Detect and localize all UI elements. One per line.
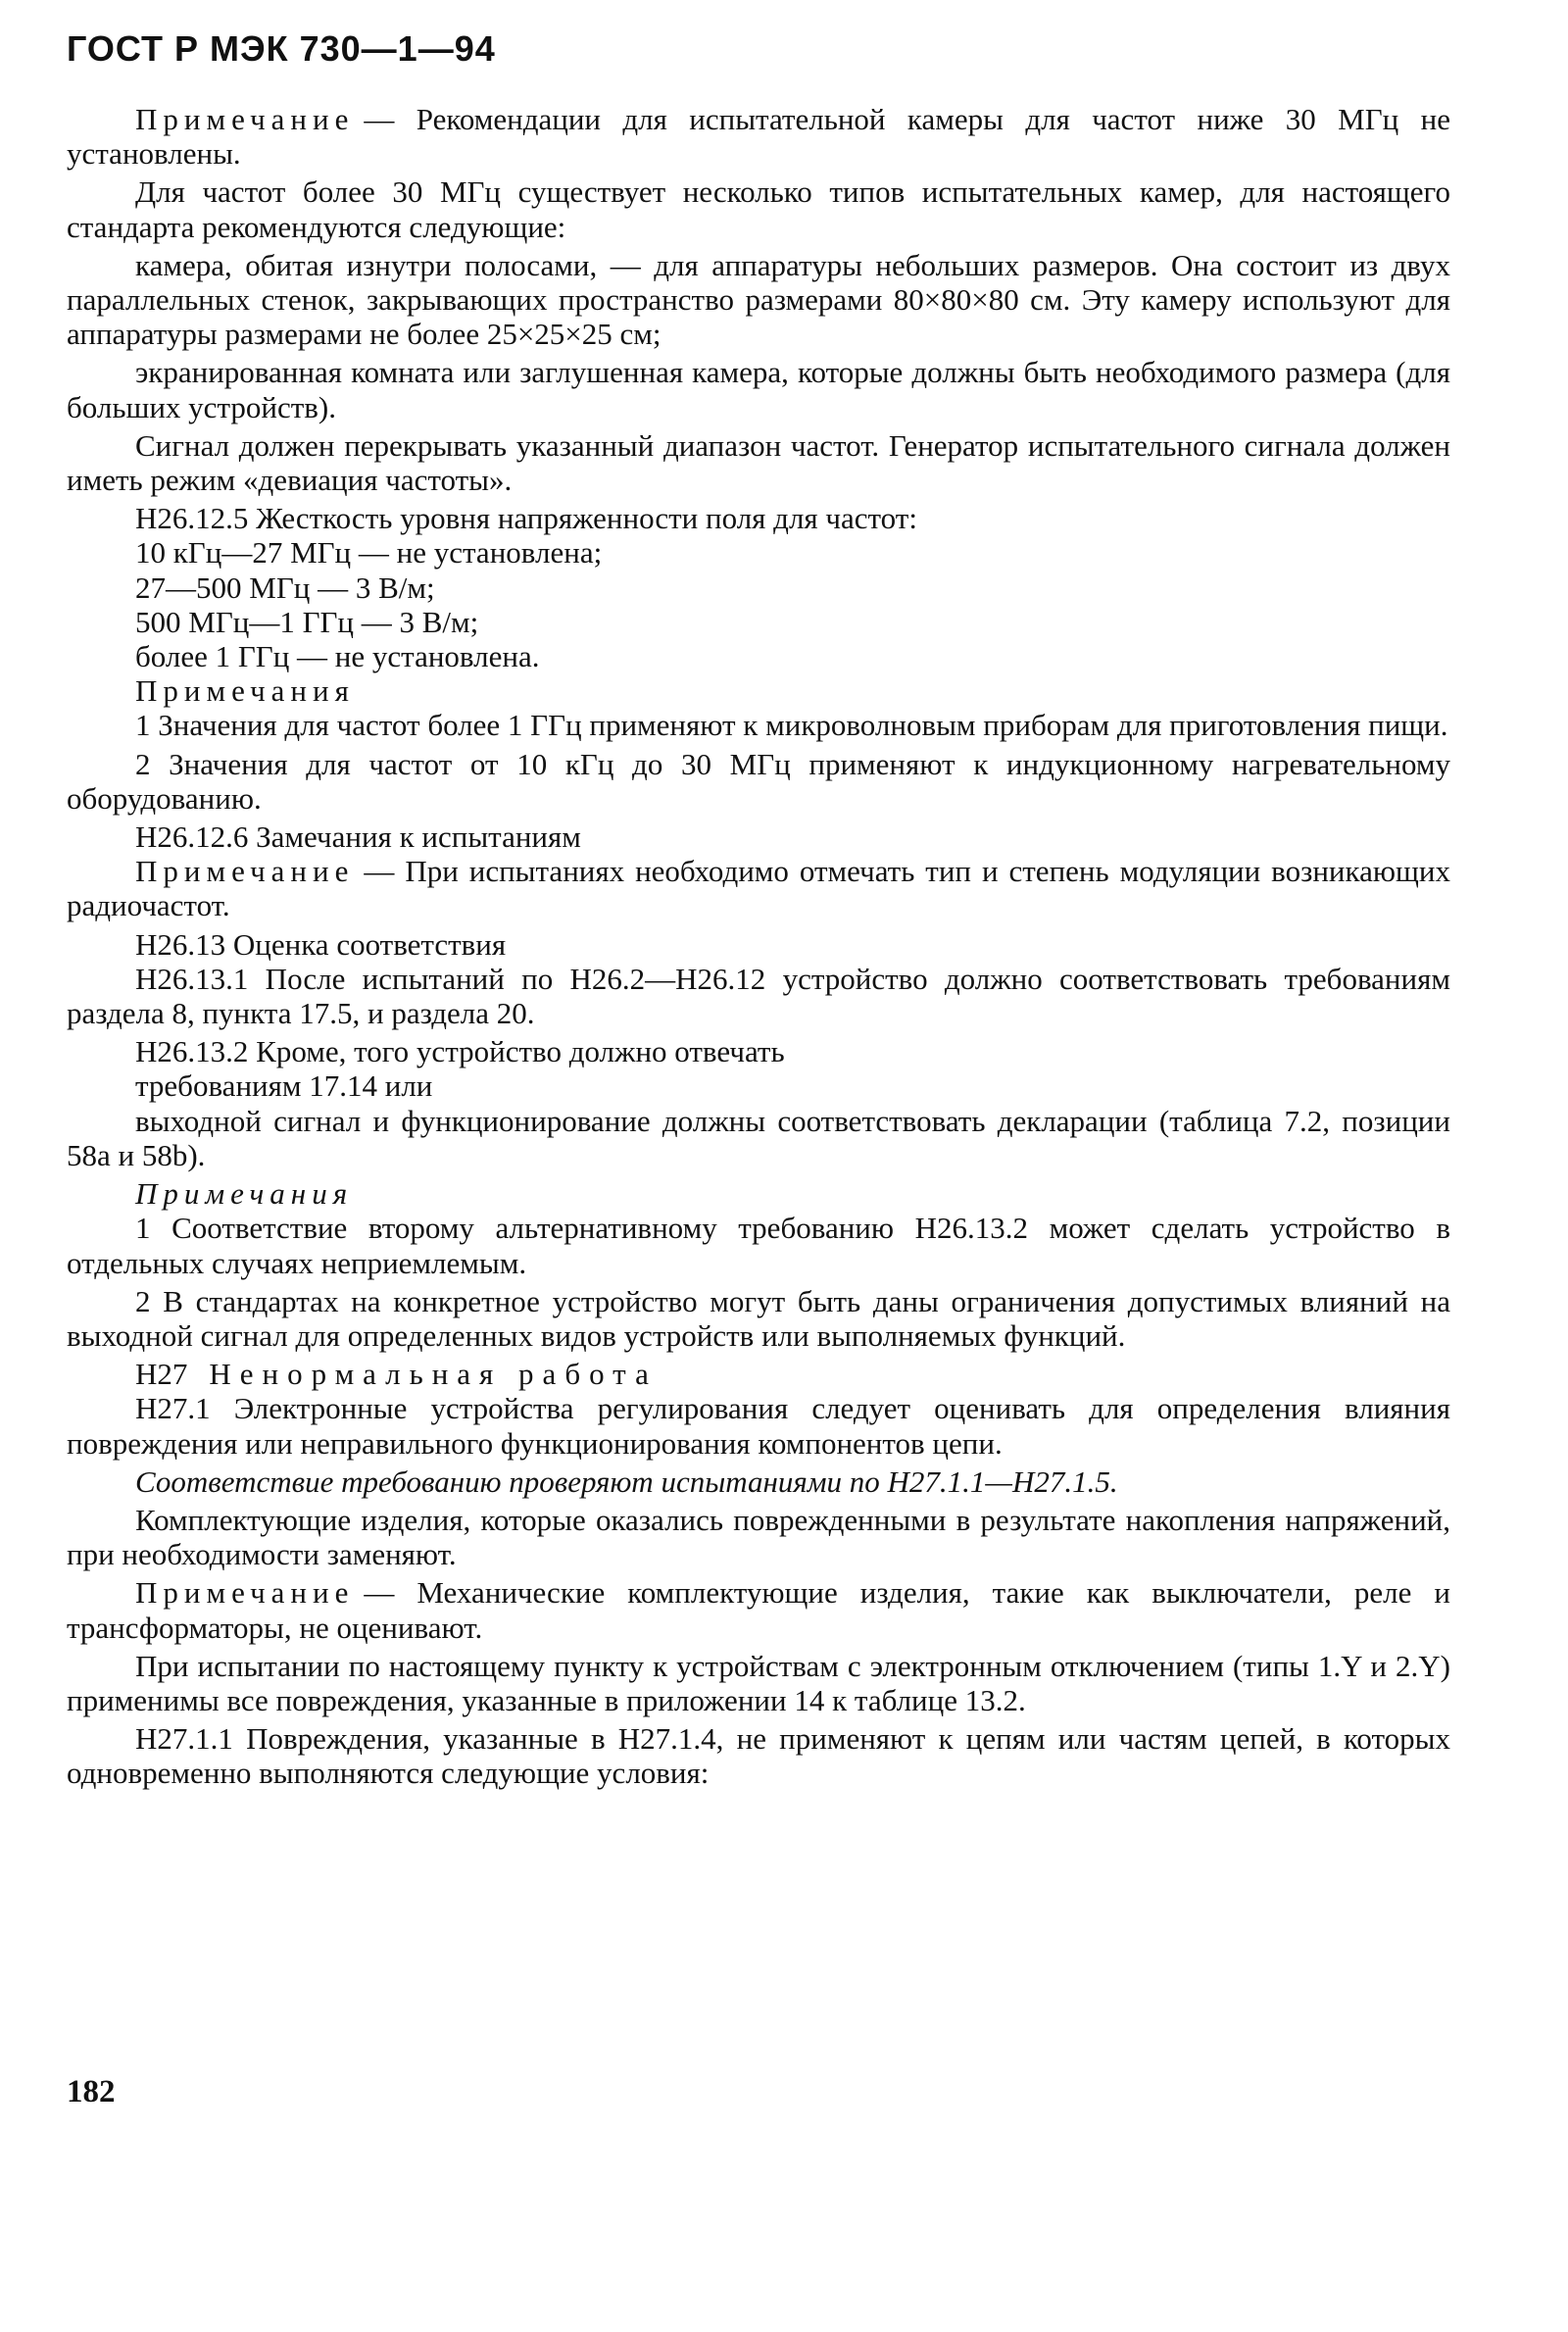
paragraph [67,248,1450,352]
notes-label: Примечания [135,673,355,709]
paragraph-text: Н27.1.1 Повреждения, указанные в Н27.1.4, не применяют к цепям или частям цепей, в которых одновременно выполняются следующие условия: [67,1721,1450,1791]
paragraph-text: 2 В стандартах на конкретное устройство могут быть даны ограничения допустимых влияний на выходной сигнал для определенных видов устройств или выполняемых функций. [67,1283,1450,1353]
note-label: Примечание [135,1575,355,1611]
paragraph-text: Сигнал должен перекрывать указанный диапазон частот. Генератор испытательного сигнала должен иметь режим «девиация частоты». [67,427,1450,498]
paragraph [67,355,1450,423]
note-paragraph [67,102,1450,171]
paragraph-text: Н27.1 Электронные устройства регулирования следует оценивать для определения влияния повреждения или неправильного функционирования компонентов цепи. [67,1391,1450,1461]
paragraph-text: Для частот более 30 МГц существует несколько типов испытательных камер, для настоящего стандарта рекомендуются следующие: [67,174,1450,244]
note-paragraph [67,1575,1450,1644]
paragraph [67,1721,1450,1790]
paragraph-text: — Механические комплектующие изделия, такие как выключатели, реле и трансформаторы, не оценивают. [67,1575,1450,1645]
document-body [67,102,1450,1791]
text-line: 500 МГц—1 ГГц — 3 В/м; [135,604,479,639]
paragraph [67,428,1450,497]
paragraph [67,1211,1450,1279]
paragraph [67,1464,1450,1499]
text-line: Н26.13.2 Кроме, того устройство должно отвечать [135,1034,785,1069]
notes-label: Примечания [135,1176,354,1212]
paragraph [67,962,1450,1030]
section-number: Н27 [135,1357,188,1392]
text-line: Н26.12.5 Жесткость уровня напряженности поля для частот: [135,501,917,536]
note-label: Примечание [135,854,355,889]
paragraph-text: камера, обитая изнутри полосами, — для аппаратуры небольших размеров. Она состоит из двух параллельных стенок, закрывающих пространство размерами 80×80×80 см. Эту камеру используют для аппаратуры размерами не более 25×25×25 см; [67,247,1450,352]
note-label: Примечание [135,102,355,136]
page-number: 182 [67,2074,116,2109]
paragraph [67,1391,1450,1460]
section-title: Ненормальная работа [209,1357,658,1392]
paragraph [67,747,1450,816]
text-line: более 1 ГГц — не установлена. [135,639,540,674]
paragraph [67,1284,1450,1353]
paragraph-text: Соответствие требованию проверяют испытаниями по Н27.1.1—Н27.1.5. [135,1464,1118,1499]
paragraph-text: — При испытаниях необходимо отмечать тип и степень модуляции возникающих радиочастот. [67,854,1450,923]
text-line: 10 кГц—27 МГц — не установлена; [135,535,603,571]
paragraph-text: Комплектующие изделия, которые оказались поврежденными в результате накопления напряжений, при необходимости заменяют. [67,1502,1450,1572]
text-line: 27—500 МГц — 3 В/м; [135,570,435,605]
section-heading [67,1357,1450,1391]
text-line: требованиям 17.14 или [135,1068,433,1104]
paragraph [67,708,1450,742]
note-paragraph [67,854,1450,922]
paragraph-text: 2 Значения для частот от 10 кГц до 30 МГц применяют к индукционному нагревательному оборудованию. [67,746,1450,816]
paragraph [67,174,1450,243]
paragraph-text: При испытании по настоящему пункту к устройствам с электронным отключением (типы 1.Y и 2.Y) применимы все повреждения, указанные в приложении 14 к таблице 13.2. [67,1648,1450,1717]
text-line: Н26.13 Оценка соответствия [135,926,507,962]
paragraph [67,1649,1450,1717]
paragraph-text: Н26.13.1 После испытаний по Н26.2—Н26.12 устройство должно соответствовать требованиям раздела 8, пункта 17.5, и раздела 20. [67,961,1450,1031]
document-header: ГОСТ Р МЭК 730—1—94 [67,28,496,69]
paragraph-text: выходной сигнал и функционирование должны соответствовать декларации (таблица 7.2, позиции 58а и 58b). [67,1103,1450,1172]
paragraph [67,1104,1450,1172]
paragraph-text: — Рекомендации для испытательной камеры для частот ниже 30 МГц не установлены. [67,102,1450,172]
paragraph [67,1503,1450,1571]
paragraph-text: 1 Соответствие второму альтернативному требованию Н26.13.2 может сделать устройство в отдельных случаях неприемлемым. [67,1211,1450,1280]
paragraph-text: экранированная комната или заглушенная камера, которые должны быть необходимого размера (для больших устройств). [67,355,1450,424]
paragraph-text: 1 Значения для частот более 1 ГГц применяют к микроволновым приборам для приготовления пищи. [135,708,1448,743]
text-line: Н26.12.6 Замечания к испытаниям [135,819,581,855]
document-page [67,29,1450,1795]
